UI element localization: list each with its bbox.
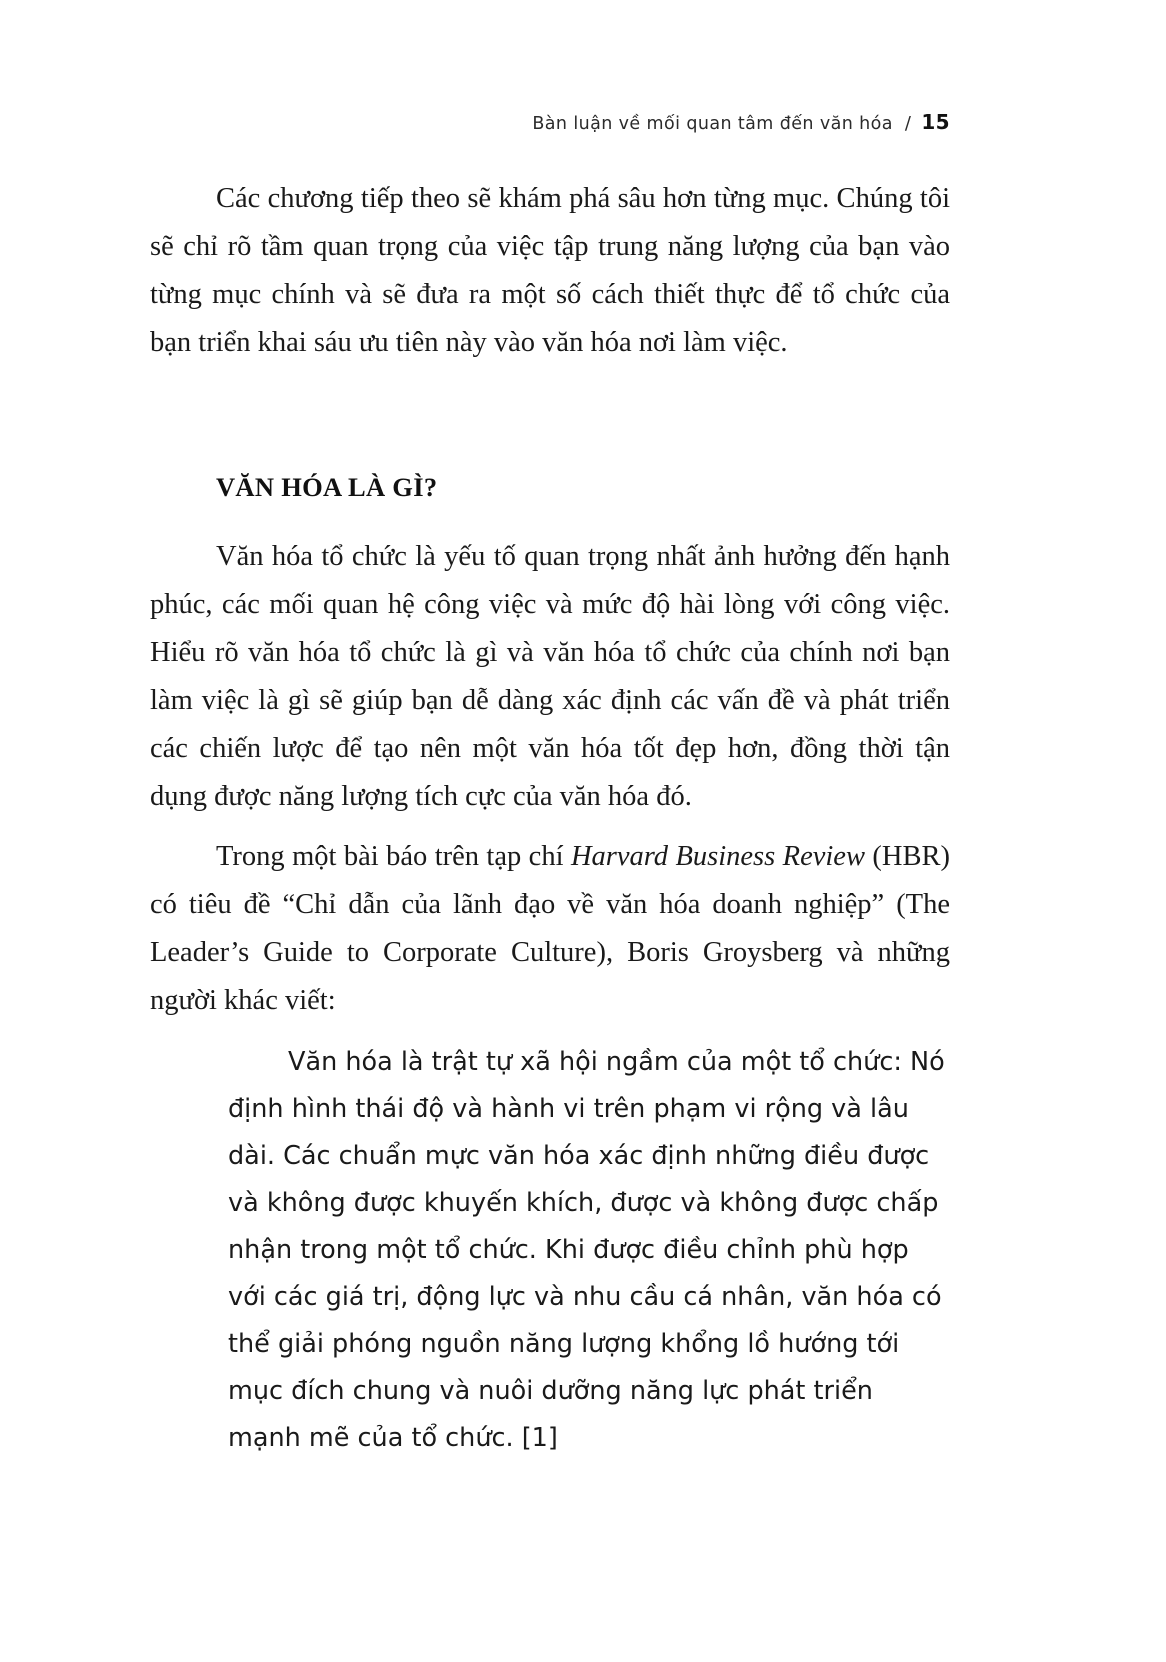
page-content: [150, 175, 950, 1462]
page-number: 15: [921, 110, 950, 134]
hbr-article-title: Harvard Business Review: [570, 841, 865, 872]
running-head: [150, 110, 950, 134]
paragraph-intro: Các chương tiếp theo sẽ khám phá sâu hơn từng mục. Chúng tôi sẽ chỉ rõ tầm quan trọng của việc tập trung năng lượng của bạn vào từng mục chính và sẽ đưa ra một số cách thiết thực để tổ chức của bạn triển khai sáu ưu tiên này vào văn hóa nơi làm việc.: [150, 183, 950, 358]
block-quote: [228, 1039, 948, 1462]
spacer: [150, 367, 950, 463]
hbr-text-after: (HBR) có tiêu đề “Chỉ dẫn của lãnh đạo về văn hóa doanh nghiệp” (The Leader’s Guide to Corporate Culture), Boris Groysberg và những người khác viết:: [150, 841, 950, 1016]
spacer: [150, 821, 950, 833]
section-heading: VĂN HÓA LÀ GÌ?: [216, 472, 438, 502]
hbr-text-before: Trong một bài báo trên tạp chí: [216, 841, 571, 872]
spacer: [150, 511, 950, 533]
block-quote-text: Văn hóa là trật tự xã hội ngầm của một tổ chức: Nó định hình thái độ và hành vi trên phạm vi rộng và lâu dài. Các chuẩn mực văn hóa xác định những điều được và không được khuyến khích, được và không được chấp nhận trong một tổ chức. Khi được điều chỉnh phù hợp với các giá trị, động lực và nhu cầu cá nhân, văn hóa có thể giải phóng nguồn năng lượng khổng lồ hướng tới mục đích chung và nuôi dưỡng năng lực phát triển mạnh mẽ của tổ chức. [1]: [228, 1047, 945, 1453]
spacer: [150, 1025, 950, 1039]
paragraph-hbr-reference: [150, 833, 950, 1025]
running-head-separator: /: [904, 113, 912, 134]
paragraph-culture-definition: Văn hóa tổ chức là yếu tố quan trọng nhất ảnh hưởng đến hạnh phúc, các mối quan hệ công việc và mức độ hài lòng với công việc. Hiểu rõ văn hóa tổ chức là gì và văn hóa tổ chức của chính nơi bạn làm việc là gì sẽ giúp bạn dễ dàng xác định các vấn đề và phát triển các chiến lược để tạo nên một văn hóa tốt đẹp hơn, đồng thời tận dụng được năng lượng tích cực của văn hóa đó.: [150, 541, 950, 812]
running-head-title: Bàn luận về mối quan tâm đến văn hóa: [532, 114, 893, 134]
